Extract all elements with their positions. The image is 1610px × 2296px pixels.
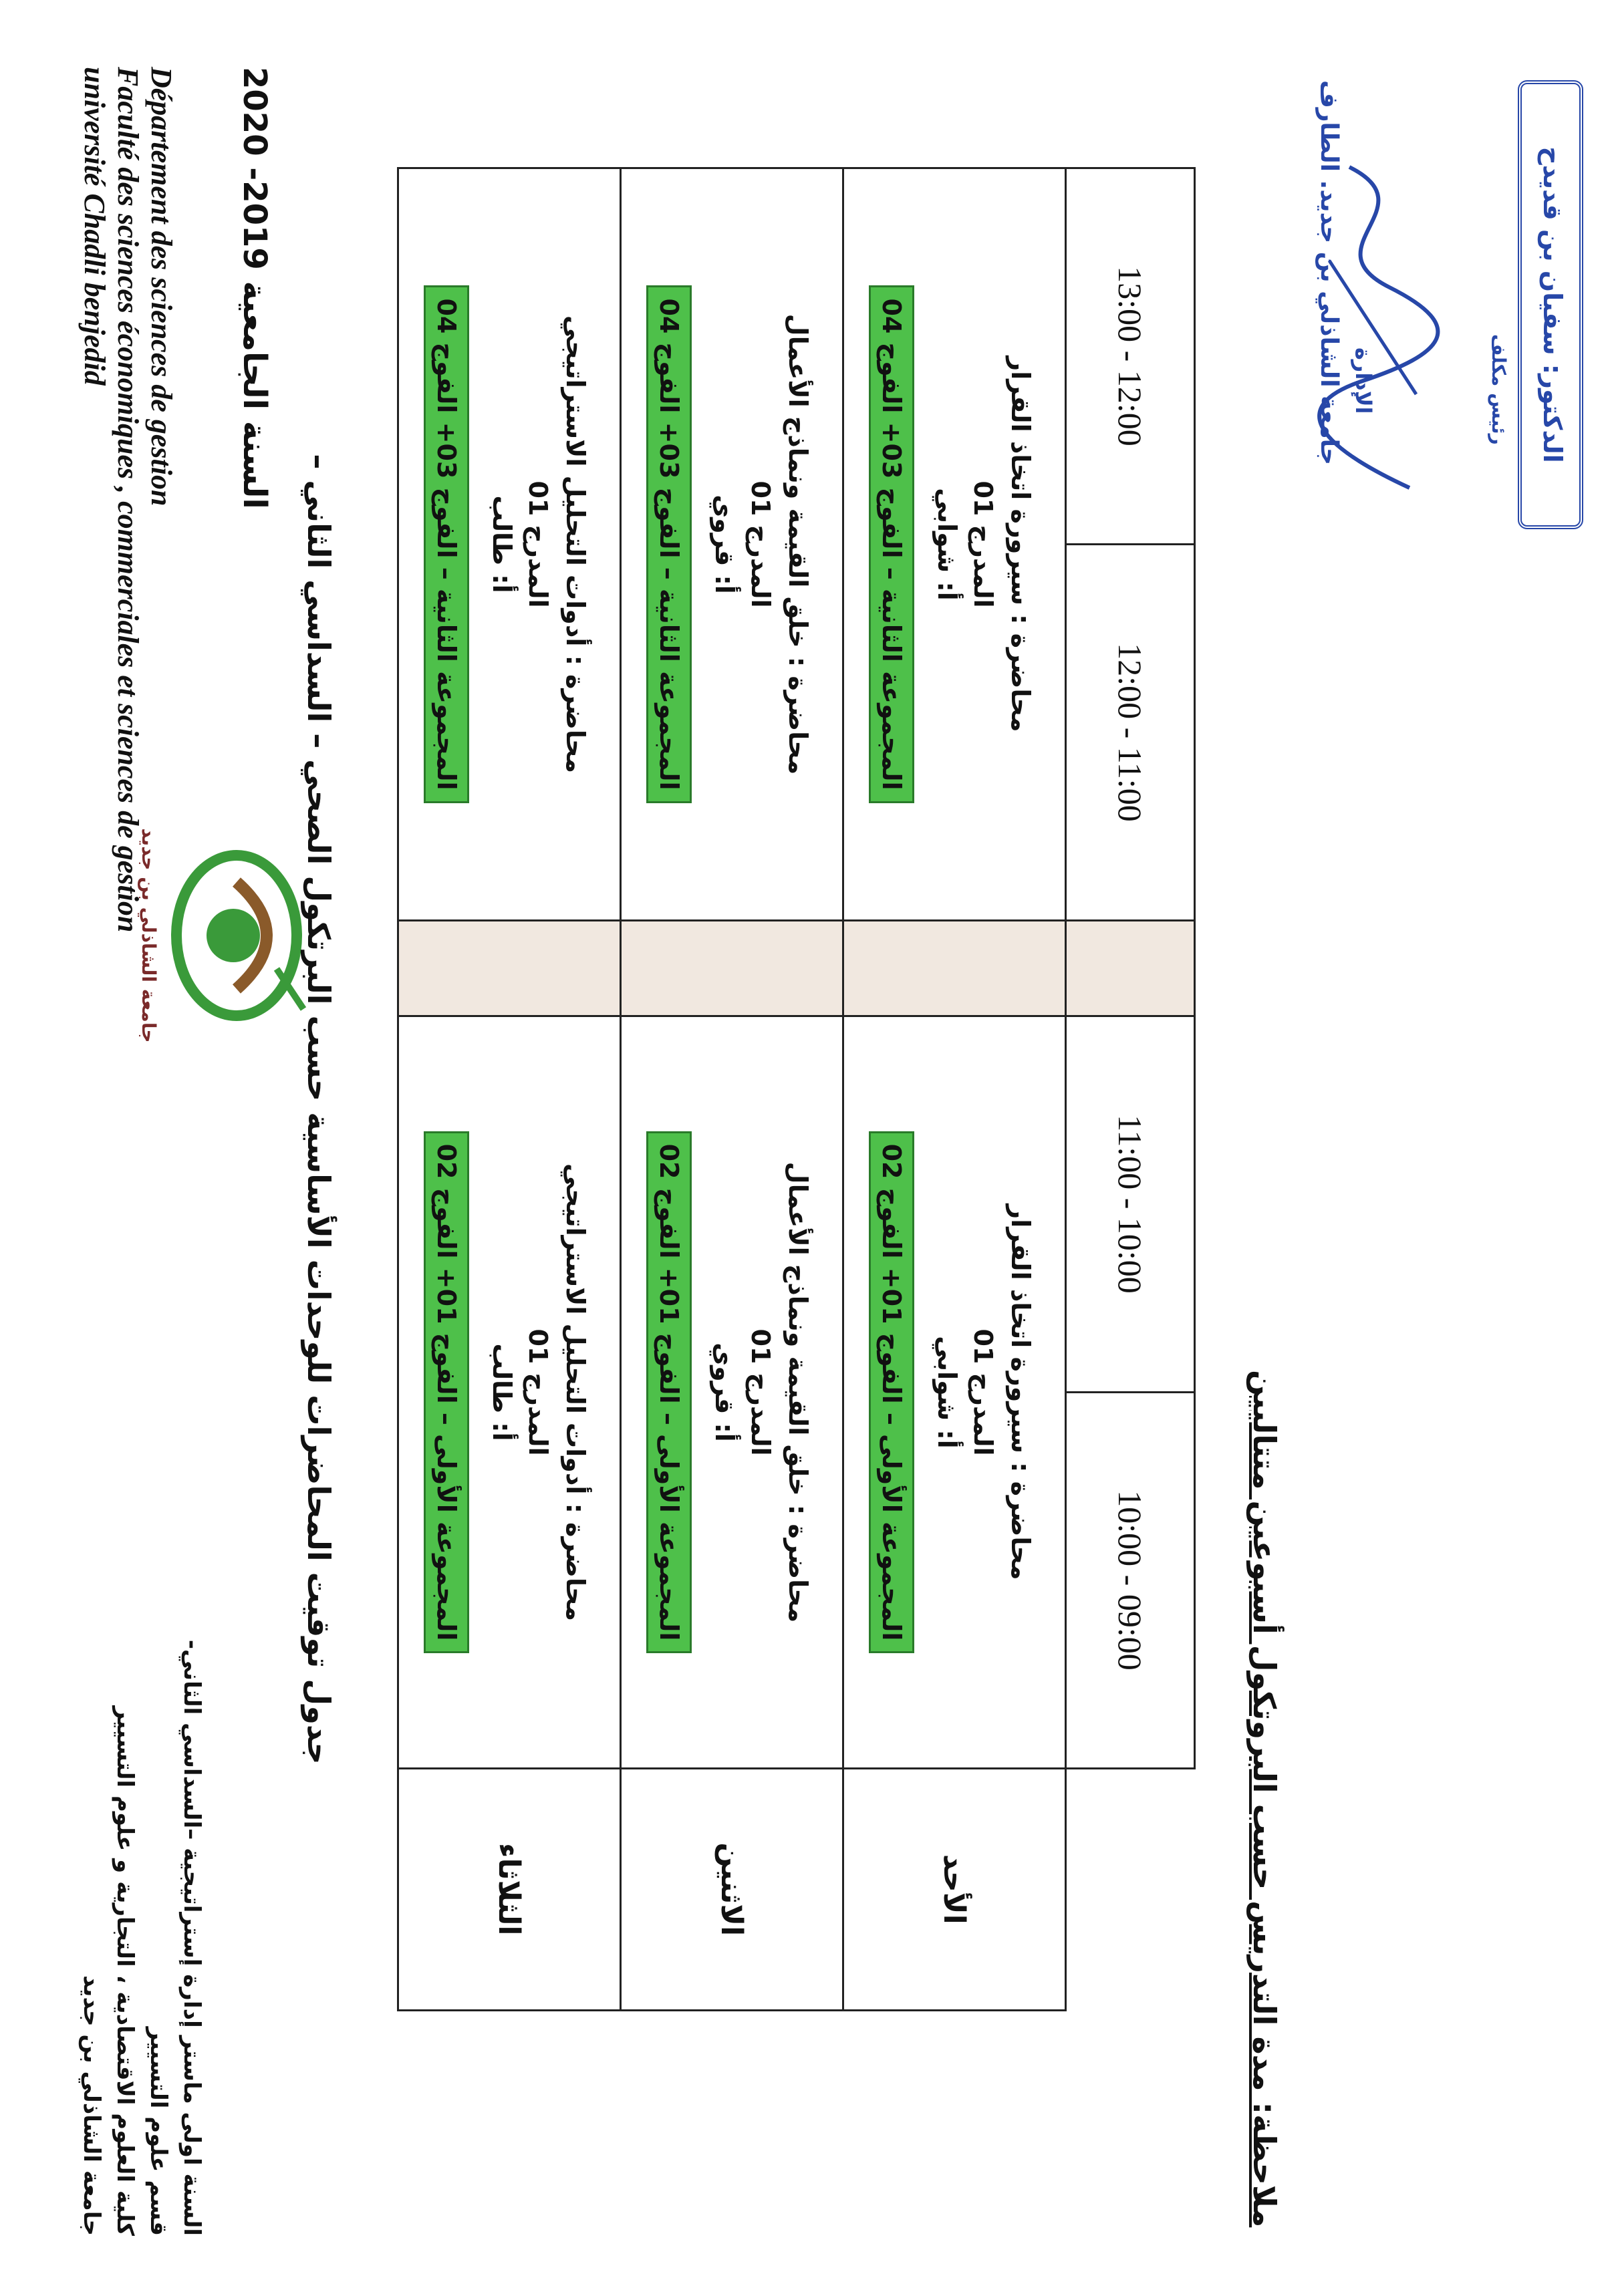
- lecture-title: محاضرة : أدوات التحليل الاستراتيجي: [561, 1163, 590, 1622]
- lecture-title: محاضرة : أدوات التحليل الاستراتيجي: [561, 315, 590, 774]
- corner-cell: [1066, 1769, 1195, 2011]
- lecture-title: محاضرة : سيرورة اتخاذ القرار: [1006, 356, 1035, 732]
- time-header: 09:00 - 10:00: [1066, 1393, 1195, 1769]
- logo-caption: جامعة الشاذلي بن جديد: [138, 828, 160, 1043]
- signature-drawing: [1296, 154, 1470, 501]
- lecture-title: محاضرة : خلق القيمة ونماذج الأعمال: [783, 1161, 813, 1623]
- lecture-room: المدرج 01: [523, 1328, 553, 1456]
- lecture-teacher: أ: طالب: [487, 1343, 517, 1441]
- header-ar-university: جامعة الشاذلي بن جديد: [78, 1975, 105, 2236]
- stamp-box: [1518, 80, 1583, 529]
- lecture-cell: [398, 168, 621, 921]
- academic-year: السنة الجامعية 2019- 2020: [236, 67, 273, 509]
- lecture-teacher: أ: شوابي: [932, 488, 962, 601]
- page-title: جدول توقيت المحاضرات للوحدات الأساسية حسب البرتكول الصحي – السداسي الثاني –: [301, 454, 337, 1765]
- time-header: 12:00 - 13:00: [1066, 168, 1195, 545]
- lecture-room: المدرج 01: [746, 480, 775, 608]
- break-column-header: [1066, 921, 1195, 1016]
- break-cell: [398, 921, 621, 1016]
- stamp-line-role: رئيس مكلف: [1488, 334, 1510, 445]
- table-row: [843, 168, 1066, 2011]
- lecture-teacher: أ: طالب: [487, 495, 517, 593]
- time-header: 11:00 - 12:00: [1066, 545, 1195, 921]
- schedule-table: [397, 167, 1196, 2011]
- break-cell: [621, 921, 843, 1016]
- day-label: الثلاثاء: [398, 1769, 621, 2011]
- lecture-title: محاضرة : خلق القيمة ونماذج الأعمال: [783, 313, 813, 775]
- signature-icon: [1296, 154, 1470, 501]
- stamp-line-admin: الإدارة: [1351, 347, 1376, 414]
- time-header: 10:00 - 11:00: [1066, 1016, 1195, 1393]
- group-badge: المجموعة الثانية – الفوج 03+ الفوج 04: [646, 285, 692, 803]
- day-label: الأحد: [843, 1769, 1066, 2011]
- lecture-cell: [621, 168, 843, 921]
- university-logo: [130, 802, 317, 1069]
- group-badge: المجموعة الأولى – الفوج 01+ الفوج 02: [646, 1131, 692, 1654]
- lecture-title: محاضرة : سيرورة اتخاذ القرار: [1006, 1204, 1035, 1580]
- lecture-room: المدرج 01: [746, 1328, 775, 1456]
- lecture-cell: [843, 1016, 1066, 1769]
- lecture-room: المدرج 01: [968, 1328, 998, 1456]
- table-row: [398, 168, 621, 2011]
- group-badge: المجموعة الثانية – الفوج 03+ الفوج 04: [869, 285, 914, 803]
- header-ar-faculty: كلية العلوم الاقتصادية ، التجارية و علوم التسيير: [112, 1706, 138, 2236]
- header-ar-department: قسم علوم التسيير: [145, 2027, 172, 2236]
- note-text: ملاحظة: مدة التدريس حسب البروتكول أسبوعين متتاليين: [1246, 1370, 1283, 2228]
- lecture-teacher: أ: شوابي: [932, 1336, 962, 1449]
- header-fr-university: université Chadli benjedid: [78, 67, 111, 386]
- header-ar-program: السنة اولى ماستر إدارة إستراتيجية –السداسي الثاني-: [178, 1639, 205, 2236]
- table-header-row: [1066, 168, 1195, 2011]
- group-badge: المجموعة الأولى – الفوج 01+ الفوج 02: [424, 1131, 469, 1654]
- lecture-teacher: أ: قروي: [710, 1342, 739, 1442]
- lecture-room: المدرج 01: [968, 480, 998, 608]
- stamp-name: الدكتور: سفيان بن قديدح: [1538, 146, 1567, 463]
- header-fr-faculty: Faculté des sciences économiques , commerciales et sciences de gestion: [112, 67, 144, 933]
- lecture-cell: [621, 1016, 843, 1769]
- group-badge: المجموعة الثانية – الفوج 03+ الفوج 04: [424, 285, 469, 803]
- lecture-cell: [843, 168, 1066, 921]
- lecture-cell: [398, 1016, 621, 1769]
- stamp-line-university: جامعة الشاذلي بن جديد. الطارف: [1315, 80, 1343, 466]
- group-badge: المجموعة الأولى – الفوج 01+ الفوج 02: [869, 1131, 914, 1654]
- lecture-room: المدرج 01: [523, 480, 553, 608]
- day-label: الاثنين: [621, 1769, 843, 2011]
- lecture-teacher: أ: قروي: [710, 494, 739, 594]
- break-cell: [843, 921, 1066, 1016]
- header-fr-department: Département des sciences de gestion: [145, 67, 178, 507]
- table-row: [621, 168, 843, 2011]
